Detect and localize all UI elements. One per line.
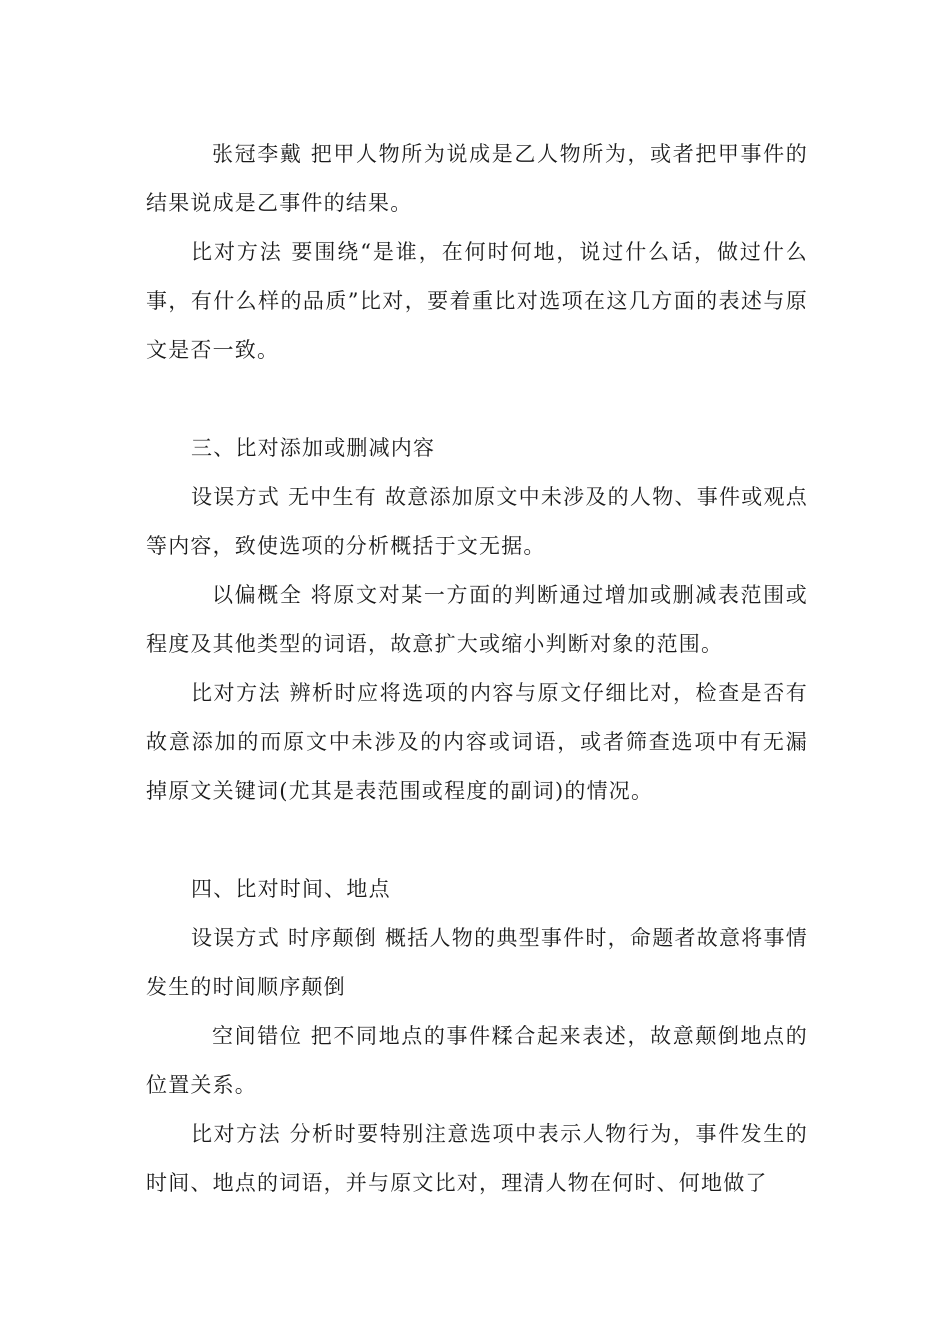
paragraph-comparison-method-1: 比对方法 要围绕“是谁，在何时何地，说过什么话，做过什么事，有什么样的品质”比对，要着重比对选项在这几方面的表述与原文是否一致。 bbox=[146, 240, 808, 362]
paragraph-misattribution: 张冠李戴 把甲人物所为说成是乙人物所为，或者把甲事件的结果说成是乙事件的结果。 bbox=[146, 142, 808, 215]
paragraph-error-type-sequence: 设误方式 时序颠倒 概括人物的典型事件时，命题者故意将事情发生的时间顺序颠倒 bbox=[146, 926, 808, 999]
section-heading-3: 三、比对添加或删减内容 bbox=[191, 436, 436, 460]
paragraph-comparison-method-2: 比对方法 辨析时应将选项的内容与原文仔细比对，检查是否有故意添加的而原文中未涉及的内容或词语，或者筛查选项中有无漏掉原文关键词(尤其是表范围或程度的副词)的情况。 bbox=[146, 681, 808, 803]
paragraph-overgeneralization: 以偏概全 将原文对某一方面的判断通过增加或删减表范围或程度及其他类型的词语，故意扩大或缩小判断对象的范围。 bbox=[146, 583, 808, 656]
section-spacer bbox=[146, 375, 808, 424]
section-spacer bbox=[146, 816, 808, 865]
paragraph-spatial-misplacement: 空间错位 把不同地点的事件糅合起来表述，故意颠倒地点的位置关系。 bbox=[146, 1024, 808, 1097]
paragraph-error-type-fabrication: 设误方式 无中生有 故意添加原文中未涉及的人物、事件或观点等内容，致使选项的分析概括于文无据。 bbox=[146, 485, 808, 558]
paragraph-comparison-method-3: 比对方法 分析时要特别注意选项中表示人物行为，事件发生的时间、地点的词语，并与原文比对，理清人物在何时、何地做了 bbox=[146, 1122, 808, 1195]
document-body bbox=[146, 130, 808, 1208]
section-heading-4: 四、比对时间、地点 bbox=[191, 877, 391, 901]
